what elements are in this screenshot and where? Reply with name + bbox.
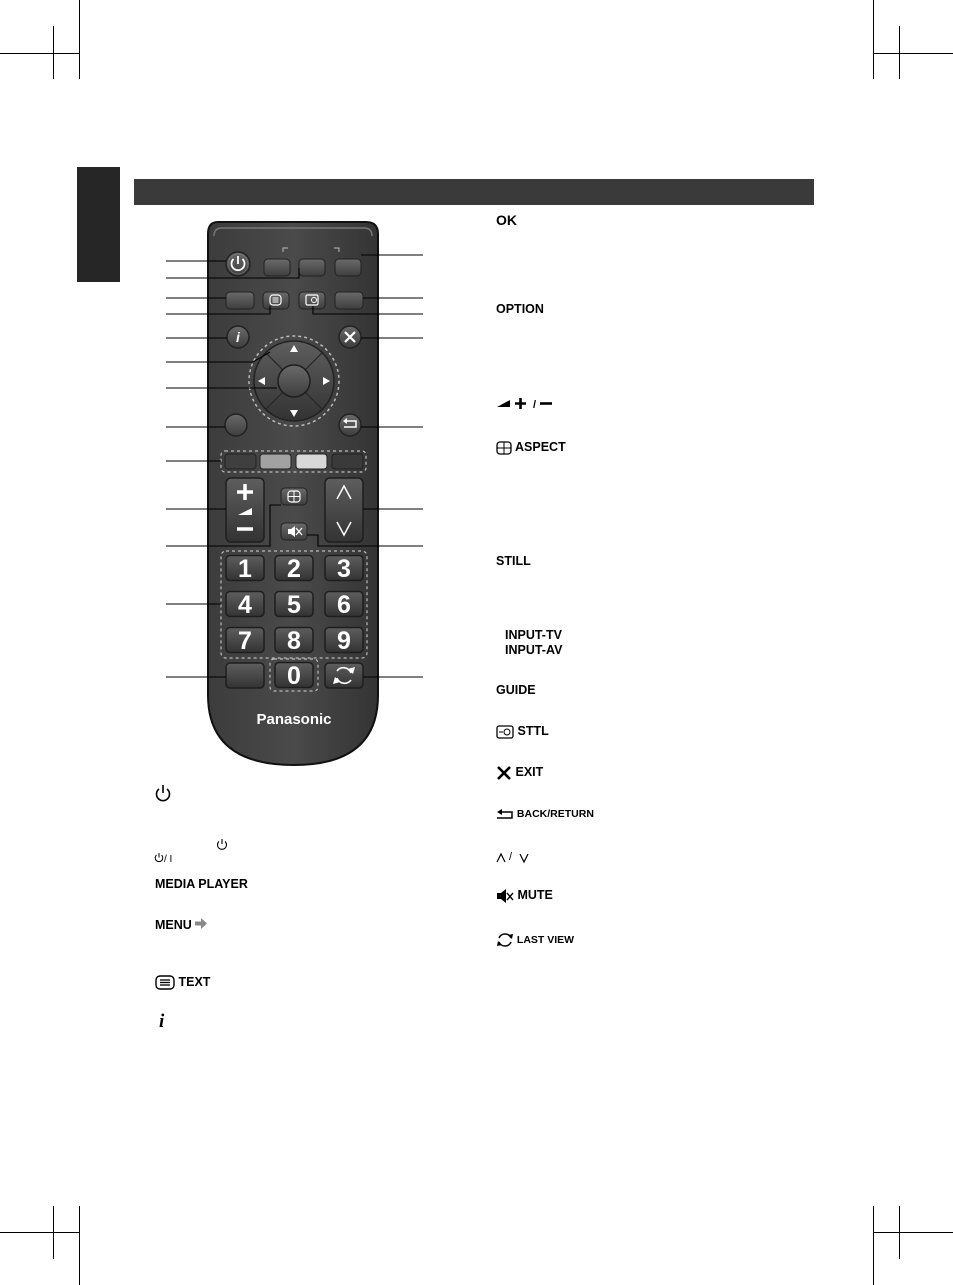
still-button — [226, 663, 264, 688]
number-key-0[interactable] — [275, 662, 313, 690]
label-channel — [496, 850, 530, 864]
number-key-4[interactable] — [226, 591, 264, 619]
label-back-return: BACK/RETURN — [496, 807, 594, 821]
guide-button — [335, 292, 363, 309]
number-key-label: 5 — [287, 591, 301, 619]
power-button — [226, 252, 250, 276]
arrow-right-icon — [195, 918, 207, 929]
number-key-label: 6 — [337, 591, 351, 619]
label-input-av: INPUT-AV — [505, 643, 563, 657]
label-mute: MUTE — [496, 888, 553, 903]
label-text: TEXT — [155, 975, 210, 990]
number-key-label: 7 — [238, 627, 252, 655]
number-key-label: 8 — [287, 627, 301, 655]
input-av-button — [335, 259, 361, 276]
number-key-3[interactable] — [325, 555, 363, 583]
back-return-button — [339, 414, 361, 436]
number-key-5[interactable] — [275, 591, 313, 619]
back-return-icon — [496, 807, 514, 821]
color-key-3 — [296, 454, 327, 469]
text-icon — [155, 975, 175, 990]
number-key-2[interactable] — [275, 555, 313, 583]
number-key-label: 0 — [287, 662, 301, 690]
last-view-button — [325, 663, 363, 688]
mute-icon — [496, 889, 514, 903]
power-icon — [216, 838, 228, 851]
channel-up-down-icon — [496, 852, 530, 864]
number-key-6[interactable] — [325, 591, 363, 619]
number-key-label: 9 — [337, 627, 351, 655]
number-key-label: 1 — [238, 555, 252, 583]
mute-button — [281, 523, 307, 540]
brand-logo: Panasonic — [256, 711, 332, 728]
media-player-button — [264, 259, 290, 276]
label-menu: MENU — [155, 918, 207, 932]
label-input-tv: INPUT-TV — [505, 628, 562, 642]
label-option: OPTION — [496, 302, 544, 316]
number-key-1[interactable] — [226, 555, 264, 583]
color-key-2 — [260, 454, 291, 469]
channel-separator: / — [509, 851, 513, 863]
label-aspect: ASPECT — [496, 440, 566, 455]
volume-icon — [496, 396, 566, 410]
number-key-8[interactable] — [275, 627, 313, 655]
menu-button — [226, 292, 254, 309]
power-icon — [154, 852, 164, 863]
close-icon — [496, 766, 512, 780]
number-key-label: 2 — [287, 555, 301, 583]
power-icon — [155, 784, 171, 802]
svg-text:i: i — [236, 329, 240, 345]
number-key-9[interactable] — [325, 627, 363, 655]
color-key-4 — [332, 454, 363, 469]
label-media-player: MEDIA PLAYER — [155, 877, 248, 891]
sttl-icon — [496, 725, 514, 739]
input-tv-button — [299, 259, 325, 276]
number-key-label: 3 — [337, 555, 351, 583]
info-button — [227, 326, 249, 348]
color-key-1 — [225, 454, 256, 469]
label-ok: OK — [496, 212, 517, 228]
power-small-icon-label — [216, 838, 228, 856]
volume-rocker — [226, 478, 264, 542]
aspect-icon — [496, 441, 512, 455]
number-key-label: 4 — [238, 591, 252, 619]
exit-button — [339, 326, 361, 348]
label-last-view: LAST VIEW — [496, 932, 574, 948]
power-icon-label — [155, 784, 171, 807]
label-standby-switch: / I — [154, 852, 172, 865]
label-volume — [496, 396, 566, 410]
option-button — [225, 414, 247, 436]
number-key-7[interactable] — [226, 627, 264, 655]
text-button — [263, 292, 289, 309]
volume-separator: / — [533, 399, 537, 411]
label-exit: EXIT — [496, 765, 543, 780]
label-guide: GUIDE — [496, 683, 536, 697]
aspect-button — [281, 488, 307, 505]
sttl-button — [299, 292, 325, 309]
info-icon: i — [159, 1011, 165, 1032]
last-view-icon — [496, 932, 514, 948]
label-sttl: STTL — [496, 724, 549, 739]
channel-rocker — [325, 478, 363, 542]
label-still: STILL — [496, 554, 531, 568]
